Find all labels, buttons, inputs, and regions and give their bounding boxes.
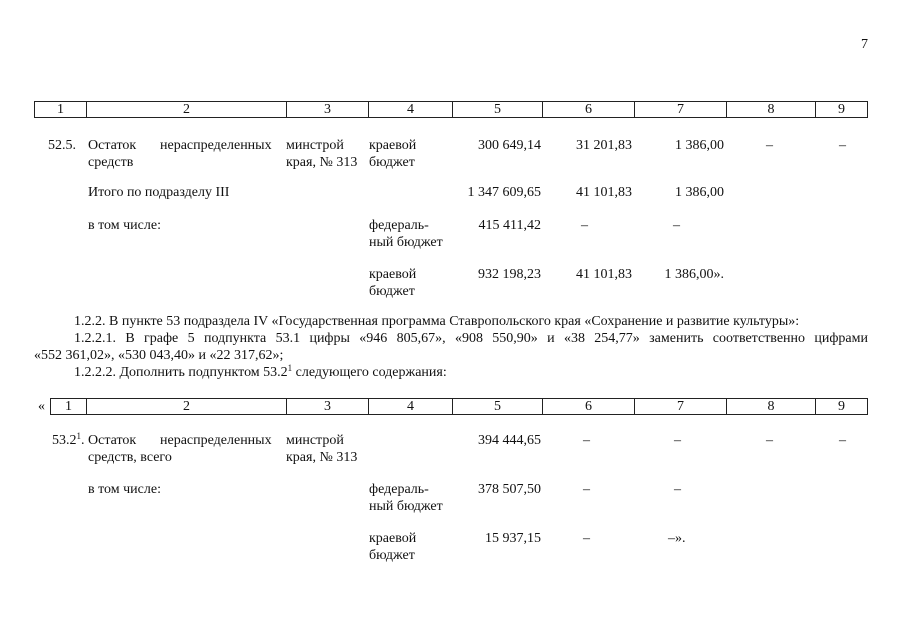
table2-row1-col8: – xyxy=(766,433,773,448)
table2-row2-col5: 378 507,50 xyxy=(478,482,541,497)
table1-row1-col5: 300 649,14 xyxy=(478,138,541,153)
table2-header-col-9: 9 xyxy=(815,399,867,414)
table2-row1-org-line1: минстрой xyxy=(286,433,344,448)
table1-row1-source-line2: бюджет xyxy=(369,155,415,170)
table1-row4-source-line2: бюджет xyxy=(369,284,415,299)
table2-row1-num-text: 53.2 xyxy=(52,433,77,448)
table1-row2-name: Итого по подразделу III xyxy=(88,185,230,200)
table2-row3-col6: – xyxy=(583,531,590,546)
table2-header-col-1: 1 xyxy=(65,399,72,414)
table1-row1-name-line1-a: Остаток xyxy=(88,138,137,153)
table2-header-col-2: 2 xyxy=(86,399,286,414)
table2-open-quote: « xyxy=(38,399,45,414)
table1-row2-col6: 41 101,83 xyxy=(576,185,632,200)
table1-row1-source-line1: краевой xyxy=(369,138,417,153)
table2-row2-name: в том числе: xyxy=(88,482,161,497)
table2-header-col-7: 7 xyxy=(634,399,726,414)
table2-row1-name-line2: средств, всего xyxy=(88,450,172,465)
table2-row3-col5: 15 937,15 xyxy=(485,531,541,546)
table1-row1-col9: – xyxy=(839,138,846,153)
table1-header-col-4: 4 xyxy=(368,102,452,117)
paragraph-1-2-2: 1.2.2. В пункте 53 подраздела IV «Государственная программа Ставропольского края «Сохранение и развитие культуры»: xyxy=(74,314,800,329)
table2-row1-org-line2: края, № 313 xyxy=(286,450,358,465)
page-number: 7 xyxy=(861,37,868,52)
table2-row1-col6: – xyxy=(583,433,590,448)
table2-row2-col6: – xyxy=(583,482,590,497)
table1-row1-name-line1-b: нераспределенных xyxy=(160,138,272,153)
table1-header-col-5: 5 xyxy=(452,102,542,117)
paragraph-1-2-2-2-superscript: 1 xyxy=(287,363,293,373)
table1-row3-source-line2: ный бюджет xyxy=(369,235,443,250)
table2-row1-col9: – xyxy=(839,433,846,448)
table1-row1-org-line2: края, № 313 xyxy=(286,155,358,170)
paragraph-1-2-2-1-line2: «552 361,02», «530 043,40» и «22 317,62»; xyxy=(34,348,284,363)
paragraph-1-2-2-2-tail: следующего содержания: xyxy=(292,365,447,380)
table2-row2-col7: – xyxy=(674,482,681,497)
table1-header-col-8: 8 xyxy=(726,102,815,117)
table2-header-row xyxy=(50,398,868,415)
table1-row1-col7: 1 386,00 xyxy=(675,138,724,153)
table2-row1-col7: – xyxy=(674,433,681,448)
table2-row3-source-line1: краевой xyxy=(369,531,417,546)
table1-row4-col5: 932 198,23 xyxy=(478,267,541,282)
table1-row3-col5: 415 411,42 xyxy=(478,218,541,233)
table1-header-col-9: 9 xyxy=(815,102,867,117)
table1-header-col-6: 6 xyxy=(542,102,634,117)
paragraph-1-2-2-2-text: 1.2.2.2. Дополнить подпунктом 53.2 xyxy=(74,365,288,380)
table1-row3-source-line1: федераль- xyxy=(369,218,429,233)
table1-header-col-3: 3 xyxy=(286,102,368,117)
table2-row3-source-line2: бюджет xyxy=(369,548,415,563)
table1-row3-col7: – xyxy=(673,218,680,233)
table1-header-col-7: 7 xyxy=(634,102,726,117)
table2-header-col-8: 8 xyxy=(726,399,815,414)
table2-row1-num-suffix: . xyxy=(81,433,85,448)
paragraph-1-2-2-2 xyxy=(34,364,868,381)
table2-row1-col5: 394 444,65 xyxy=(478,433,541,448)
table2-row1-num-superscript: 1 xyxy=(76,431,81,441)
table2-row1-num xyxy=(52,432,85,449)
table1-row1-name-line2: средств xyxy=(88,155,134,170)
table1-row1-num: 52.5. xyxy=(48,138,76,153)
table2-header-col-3: 3 xyxy=(286,399,368,414)
paragraph-1-2-2-1-line1: 1.2.2.1. В графе 5 подпункта 53.1 цифры «946 805,67», «908 550,90» и «38 254,77» заменить соответственно цифрами xyxy=(74,331,868,346)
table1-row4-col6: 41 101,83 xyxy=(576,267,632,282)
table2-header-col-5: 5 xyxy=(452,399,542,414)
table1-row3-col6: – xyxy=(581,218,588,233)
table1-row1-org-line1: минстрой xyxy=(286,138,344,153)
table1-row1-col6: 31 201,83 xyxy=(576,138,632,153)
table1-header-col-2: 2 xyxy=(86,102,286,117)
table2-row1-name-line1-a: Остаток xyxy=(88,433,137,448)
table1-row2-col5: 1 347 609,65 xyxy=(467,185,541,200)
table2-row1-name-line1-b: нераспределенных xyxy=(160,433,272,448)
table1-header-row xyxy=(34,101,868,118)
table2-row3-col7: –». xyxy=(668,531,686,546)
table1-row1-col8: – xyxy=(766,138,773,153)
table1-header-col-1: 1 xyxy=(57,102,64,117)
table1-row4-col7: 1 386,00». xyxy=(664,267,724,282)
table2-header-col-6: 6 xyxy=(542,399,634,414)
table2-row2-source-line2: ный бюджет xyxy=(369,499,443,514)
table2-header-col-4: 4 xyxy=(368,399,452,414)
table2-row2-source-line1: федераль- xyxy=(369,482,429,497)
table1-row4-source-line1: краевой xyxy=(369,267,417,282)
table1-row3-name: в том числе: xyxy=(88,218,161,233)
table1-row2-col7: 1 386,00 xyxy=(675,185,724,200)
